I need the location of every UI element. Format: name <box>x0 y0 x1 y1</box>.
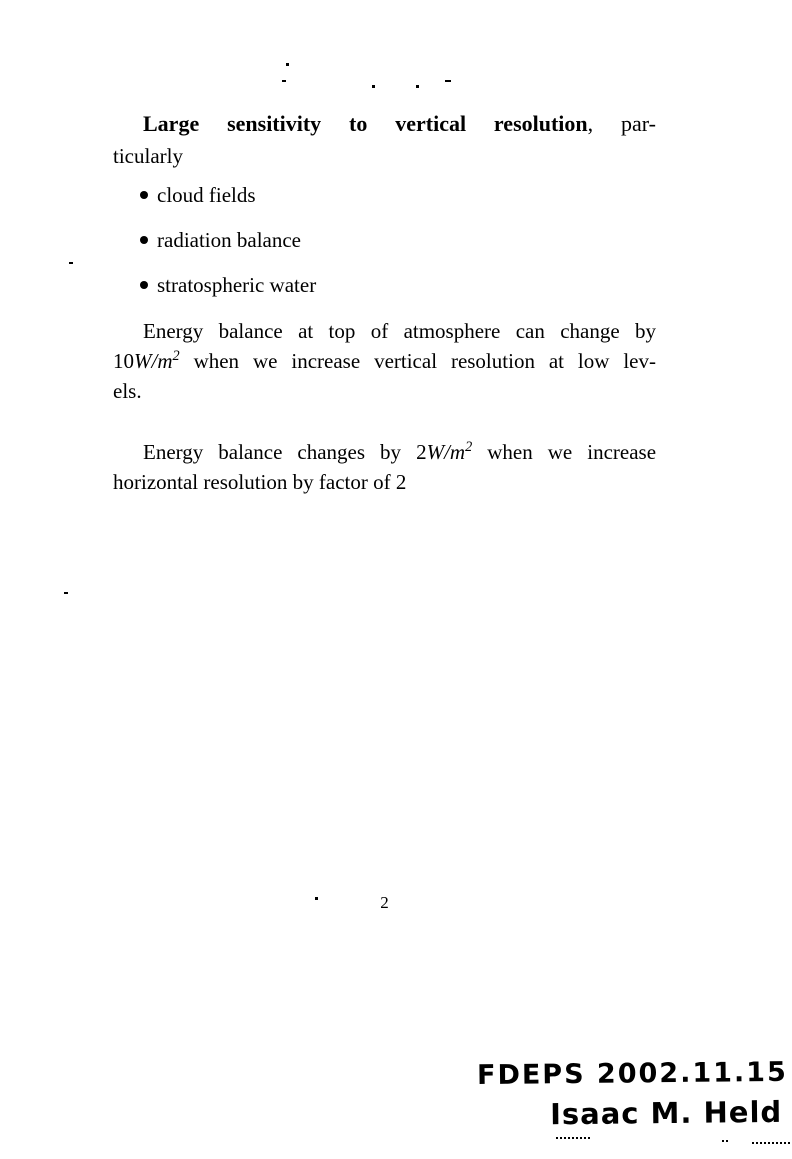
paragraph1-line-2 <box>113 346 656 376</box>
paragraph2-line1-prefix: Energy balance changes by <box>143 440 402 464</box>
math-expression <box>416 440 472 464</box>
scan-speck <box>64 592 68 594</box>
math-unit: W/m <box>426 440 466 464</box>
paragraph2-line1-rest: when we increase <box>487 440 657 464</box>
bullet-label: radiation balance <box>157 228 302 252</box>
bullet-icon <box>140 236 148 244</box>
math-superscript: 2 <box>172 348 180 364</box>
bullet-label: stratospheric water <box>157 273 317 297</box>
scan-speck <box>69 262 73 264</box>
list-item <box>113 274 656 296</box>
heading-line-2: ticularly <box>113 144 183 168</box>
list-item <box>113 229 656 251</box>
paragraph1-line-1: Energy balance at top of atmosphere can change by <box>143 319 656 343</box>
paragraph1-line2-rest: when we increase vertical resolution at low lev- <box>193 349 656 373</box>
paragraph-energy-vertical <box>113 316 656 406</box>
paragraph2-line-2: horizontal resolution by factor of 2 <box>113 470 407 494</box>
bullet-icon <box>140 281 148 289</box>
scan-speck <box>416 85 419 88</box>
heading-line-1 <box>113 108 656 140</box>
handwritten-annotation <box>368 1054 789 1136</box>
scan-speck <box>315 897 318 900</box>
list-item <box>113 184 656 206</box>
scan-speck <box>372 85 375 88</box>
scan-speck <box>445 80 451 82</box>
heading-tail: , par- <box>587 111 656 136</box>
scan-speck <box>286 63 289 66</box>
paragraph-energy-horizontal <box>113 437 656 497</box>
heading-bold-text: Large sensitivity to vertical resolution <box>143 111 588 136</box>
scan-speck <box>282 80 286 82</box>
math-superscript: 2 <box>465 439 473 455</box>
math-coefficient: 10 <box>113 349 134 373</box>
ink-dots <box>722 1140 728 1142</box>
paragraph2-line-1 <box>113 437 656 467</box>
heading-block <box>113 108 656 172</box>
handwritten-date: FDEPS 2002.11.15 <box>476 1056 788 1092</box>
math-coefficient: 2 <box>416 440 427 464</box>
ink-dots <box>752 1142 790 1144</box>
math-unit: W/m <box>134 349 173 373</box>
bullet-icon <box>140 191 148 199</box>
bullet-label: cloud fields <box>157 183 256 207</box>
paragraph1-line-3: els. <box>113 379 142 403</box>
bullet-list <box>113 184 656 319</box>
page-number: 2 <box>380 893 389 912</box>
handwritten-signature: Isaac M. Held <box>549 1094 783 1132</box>
ink-dots <box>556 1137 590 1139</box>
